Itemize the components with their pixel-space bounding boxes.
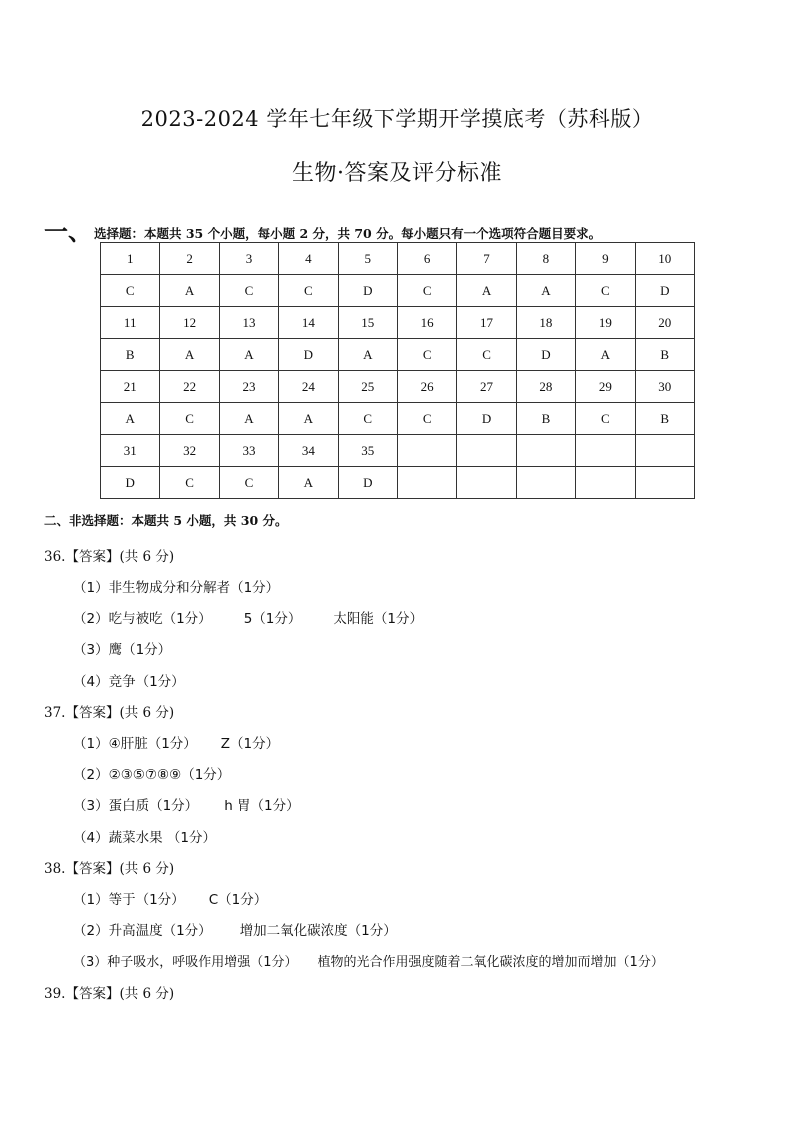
q36-heading: 36.【答案】(共 6 分) <box>44 549 175 565</box>
answer-cell: D <box>457 403 516 435</box>
answer-cell: C <box>160 403 219 435</box>
answer-cell: C <box>397 275 456 307</box>
answer-cell: D <box>516 339 575 371</box>
question-number-cell: 17 <box>457 307 516 339</box>
answer-cell: A <box>101 403 160 435</box>
question-number-cell <box>576 435 635 467</box>
q38-line-3b: 植物的光合作用强度随着二氧化碳浓度的增加而增加（1分） <box>317 955 664 970</box>
question-number-cell <box>397 435 456 467</box>
q38-line-2b: 增加二氧化碳浓度（1分） <box>239 923 397 939</box>
question-number-cell: 28 <box>516 371 575 403</box>
q37-line-3a: （3）蛋白质（1分） <box>73 798 199 814</box>
q38-line-3 <box>73 951 664 970</box>
question-number-cell: 9 <box>576 243 635 275</box>
answer-cell: D <box>338 275 397 307</box>
question-number-cell: 31 <box>101 435 160 467</box>
section-1-text: 选择题：本题共 35 个小题，每小题 2 分，共 70 分。每小题只有一个选项符合题目要求。 <box>94 226 602 241</box>
answer-cell: A <box>279 403 338 435</box>
answer-cell: B <box>635 339 694 371</box>
answer-cell: C <box>219 275 278 307</box>
question-number-row <box>101 307 695 339</box>
question-number-cell: 24 <box>279 371 338 403</box>
question-number-cell: 23 <box>219 371 278 403</box>
question-number-cell: 11 <box>101 307 160 339</box>
answer-cell: C <box>160 467 219 499</box>
q36-line-3: （3）鹰（1分） <box>73 642 172 658</box>
q37-line-4: （4）蔬菜水果 （1分） <box>73 830 216 846</box>
answer-cell: B <box>635 403 694 435</box>
q37-line-2: （2）②③⑤⑦⑧⑨（1分） <box>73 767 231 783</box>
question-number-cell: 20 <box>635 307 694 339</box>
answer-cell <box>576 467 635 499</box>
answer-row <box>101 275 695 307</box>
q36-line-2c: 太阳能（1分） <box>333 611 423 627</box>
document-subtitle: 生物·答案及评分标准 <box>292 161 502 186</box>
answer-cell: B <box>516 403 575 435</box>
question-number-cell: 19 <box>576 307 635 339</box>
answer-cell: C <box>576 403 635 435</box>
question-number-cell: 33 <box>219 435 278 467</box>
question-number-cell: 15 <box>338 307 397 339</box>
answer-cell: A <box>219 339 278 371</box>
answer-cell: A <box>160 275 219 307</box>
question-number-cell: 13 <box>219 307 278 339</box>
q38-heading: 38.【答案】(共 6 分) <box>44 861 175 877</box>
section-1-number: 一、 <box>44 217 92 246</box>
answer-cell <box>516 467 575 499</box>
question-number-cell: 12 <box>160 307 219 339</box>
q37-line-1a: （1）④肝脏（1分） <box>73 736 197 752</box>
answer-row <box>101 467 695 499</box>
q36-line-2b: 5（1分） <box>243 611 302 627</box>
q37-line-3b: h 胃（1分） <box>224 798 300 814</box>
question-number-cell <box>457 435 516 467</box>
q36-line-2a: （2）吃与被吃（1分） <box>73 611 212 627</box>
q37-line-1 <box>73 732 279 752</box>
question-number-row <box>101 371 695 403</box>
answer-table <box>100 242 695 499</box>
answer-cell: C <box>219 467 278 499</box>
question-number-row <box>101 435 695 467</box>
question-number-cell <box>516 435 575 467</box>
question-number-cell: 32 <box>160 435 219 467</box>
answer-cell: A <box>219 403 278 435</box>
answer-cell <box>457 467 516 499</box>
q36-line-2 <box>73 607 423 627</box>
answer-cell: D <box>338 467 397 499</box>
q38-line-3a: （3）种子吸水，呼吸作用增强（1分） <box>73 955 298 970</box>
question-number-cell: 5 <box>338 243 397 275</box>
question-number-cell: 22 <box>160 371 219 403</box>
answer-cell: A <box>279 467 338 499</box>
question-number-cell: 7 <box>457 243 516 275</box>
answer-cell: C <box>576 275 635 307</box>
q37-line-3 <box>73 794 300 814</box>
answer-cell: C <box>457 339 516 371</box>
q36-line-1: （1）非生物成分和分解者（1分） <box>73 580 280 596</box>
answer-cell: A <box>516 275 575 307</box>
q38-line-1a: （1）等于（1分） <box>73 892 185 908</box>
q38-line-1b: C（1分） <box>208 892 268 908</box>
question-number-cell: 21 <box>101 371 160 403</box>
q37-line-1b: Z（1分） <box>220 736 280 752</box>
q38-line-2a: （2）升高温度（1分） <box>73 923 212 939</box>
question-number-cell: 4 <box>279 243 338 275</box>
answer-cell: C <box>279 275 338 307</box>
answer-cell: A <box>160 339 219 371</box>
answer-cell: C <box>397 339 456 371</box>
answer-cell: D <box>635 275 694 307</box>
answer-cell: D <box>279 339 338 371</box>
q38-line-2 <box>73 919 397 939</box>
question-number-cell: 34 <box>279 435 338 467</box>
question-number-cell <box>635 435 694 467</box>
question-number-cell: 6 <box>397 243 456 275</box>
question-number-cell: 1 <box>101 243 160 275</box>
question-number-cell: 27 <box>457 371 516 403</box>
answer-cell: D <box>101 467 160 499</box>
answer-cell <box>635 467 694 499</box>
answer-cell <box>397 467 456 499</box>
q36-line-4: （4）竞争（1分） <box>73 674 185 690</box>
question-number-cell: 16 <box>397 307 456 339</box>
question-number-cell: 35 <box>338 435 397 467</box>
question-number-cell: 29 <box>576 371 635 403</box>
answer-row <box>101 403 695 435</box>
section-2-heading: 二、非选择题：本题共 5 小题，共 30 分。 <box>44 513 288 528</box>
answer-cell: B <box>101 339 160 371</box>
question-number-cell: 3 <box>219 243 278 275</box>
answer-cell: C <box>101 275 160 307</box>
q39-heading: 39.【答案】(共 6 分) <box>44 986 175 1002</box>
answer-cell: C <box>397 403 456 435</box>
q38-line-1 <box>73 888 267 908</box>
answer-cell: A <box>576 339 635 371</box>
answer-cell: A <box>457 275 516 307</box>
question-number-row <box>101 243 695 275</box>
question-number-cell: 30 <box>635 371 694 403</box>
document-title: 2023-2024 学年七年级下学期开学摸底考（苏科版） <box>140 107 654 131</box>
question-number-cell: 10 <box>635 243 694 275</box>
answer-cell: C <box>338 403 397 435</box>
question-number-cell: 18 <box>516 307 575 339</box>
question-number-cell: 8 <box>516 243 575 275</box>
question-number-cell: 2 <box>160 243 219 275</box>
question-number-cell: 26 <box>397 371 456 403</box>
answer-row <box>101 339 695 371</box>
question-number-cell: 25 <box>338 371 397 403</box>
answer-cell: A <box>338 339 397 371</box>
question-number-cell: 14 <box>279 307 338 339</box>
q37-heading: 37.【答案】(共 6 分) <box>44 705 175 721</box>
